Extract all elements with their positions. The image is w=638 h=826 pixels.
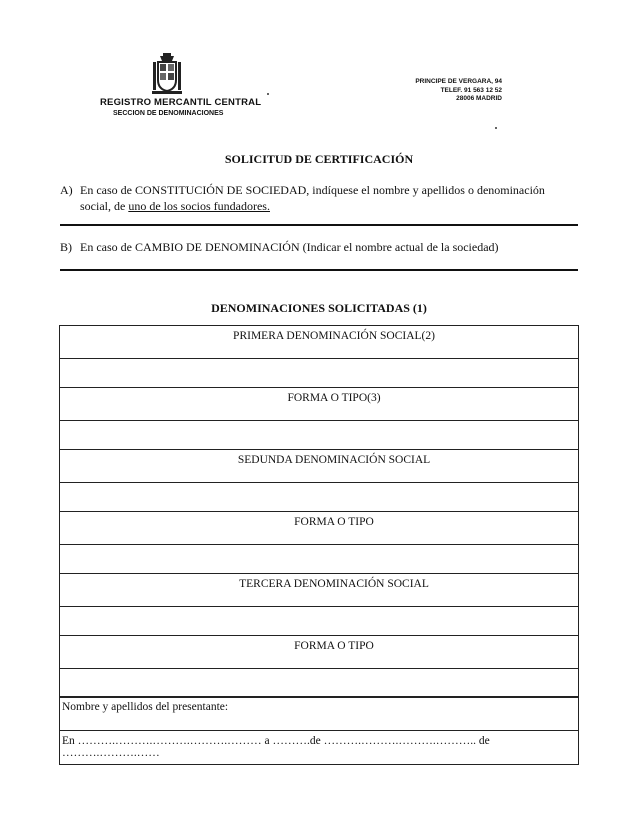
row-header-forma-1: FORMA O TIPO(3) [60, 388, 579, 421]
place-date-field[interactable] [60, 731, 579, 765]
denominaciones-table [59, 325, 579, 698]
address-city: 28006 MADRID [456, 95, 502, 102]
row-header-tercera: TERCERA DENOMINACIÓN SOCIAL [60, 574, 579, 607]
row-header-segunda: SEDUNDA DENOMINACIÓN SOCIAL [60, 450, 579, 483]
section-a-line1: En caso de CONSTITUCIÓN DE SOCIEDAD, indíquese el nombre y apellidos o denominación [80, 183, 545, 197]
forma-tipo-2-field[interactable] [60, 545, 579, 574]
forma-tipo-1-field[interactable] [60, 421, 579, 450]
primera-denominacion-field[interactable] [60, 359, 579, 388]
section-a-label: A) [60, 183, 73, 197]
section-b-answer-line[interactable] [60, 269, 578, 271]
scan-speck [495, 127, 497, 129]
place-date-line: En ……….……….……….……….……… a ……….de ……….……….……….……….. de ……….……….…… [62, 735, 490, 759]
section-b [60, 240, 499, 255]
section-b-text: En caso de CAMBIO DE DENOMINACIÓN (Indicar el nombre actual de la sociedad) [80, 240, 499, 254]
forma-tipo-3-field[interactable] [60, 669, 579, 698]
presenter-label: Nombre y apellidos del presentante: [62, 701, 229, 713]
scan-speck [267, 93, 269, 95]
row-header-forma-3: FORMA O TIPO [60, 636, 579, 669]
address-phone: TELEF. 91 563 12 52 [440, 86, 502, 94]
presenter-name-field[interactable] [60, 697, 579, 731]
row-header-primera: PRIMERA DENOMINACIÓN SOCIAL(2) [60, 326, 579, 359]
tercera-denominacion-field[interactable] [60, 607, 579, 636]
section-name: SECCION DE DENOMINACIONES [113, 110, 224, 117]
section-a-underlined: uno de los socios fundadores. [128, 199, 270, 213]
section-a-line2: social, de [80, 199, 129, 213]
page-title: SOLICITUD DE CERTIFICACIÓN [224, 152, 414, 166]
section-a [60, 182, 545, 214]
organization-name: REGISTRO MERCANTIL CENTRAL [100, 97, 262, 108]
section-a-answer-line[interactable] [60, 224, 578, 226]
segunda-denominacion-field[interactable] [60, 483, 579, 512]
address-street: PRINCIPE DE VERGARA, 94 [415, 78, 502, 85]
row-header-forma-2: FORMA O TIPO [60, 512, 579, 545]
coat-of-arms-icon [150, 51, 184, 97]
section-b-label: B) [60, 240, 72, 254]
presenter-table [59, 696, 579, 765]
denominaciones-title: DENOMINACIONES SOLICITADAS (1) [211, 301, 427, 315]
address-block [415, 78, 502, 104]
